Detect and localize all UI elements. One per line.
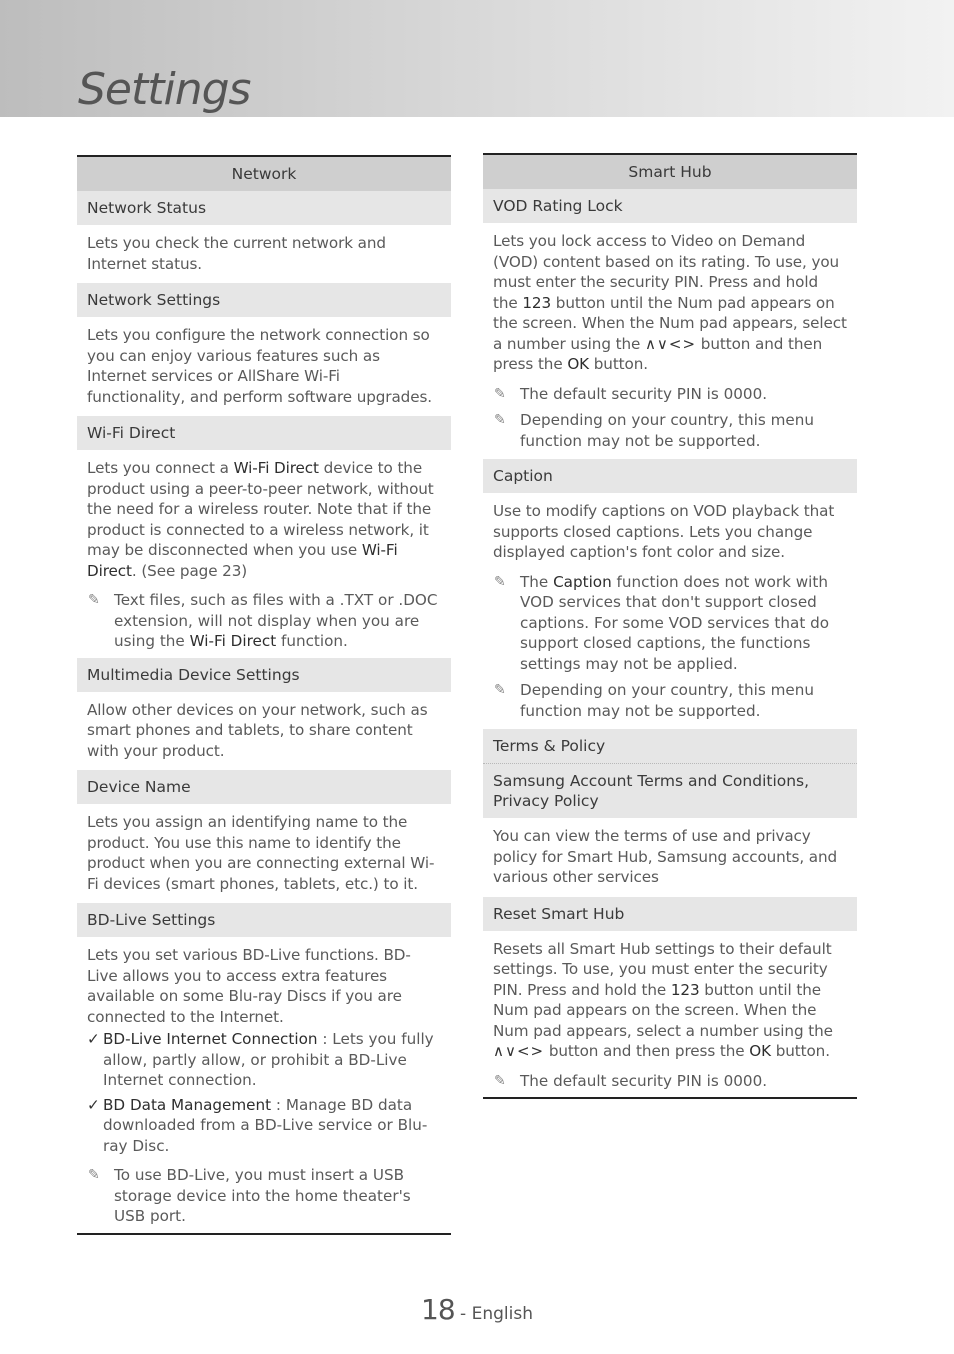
bd-live-title: BD-Live Settings [77, 903, 451, 937]
caption-title: Caption [483, 459, 857, 493]
network-table [77, 155, 451, 1235]
network-settings-text: Lets you configure the network connection so you can enjoy various features such as Internet services or AllShare Wi-Fi functionality, and perform software upgrades. [87, 326, 432, 406]
page-number: 18 [421, 1293, 455, 1326]
note-icon: ✎ [494, 573, 506, 590]
note-icon: ✎ [88, 592, 100, 608]
page-title: Settings [78, 64, 251, 115]
check-icon: ✓ [87, 1095, 100, 1114]
terms-title: Terms & Policy [483, 729, 857, 764]
note-icon: ✎ [494, 682, 506, 698]
network-status-text: Lets you check the current network and Internet status. [87, 234, 386, 273]
smart-hub-table [483, 153, 857, 1099]
arrow-keys-icon: ∧∨<> [644, 334, 697, 353]
note-icon: ✎ [494, 412, 506, 428]
reset-note: ✎ The default security PIN is 0000. [494, 1071, 768, 1090]
note-icon: ✎ [88, 1167, 100, 1183]
network-status-title: Network Status [77, 191, 451, 225]
page-footer [0, 1293, 954, 1326]
smart-hub-header: Smart Hub [483, 155, 857, 189]
vod-rating-note-country: ✎ Depending on your country, this menu function may not be supported. [494, 411, 814, 450]
multimedia-device-title: Multimedia Device Settings [77, 658, 451, 692]
network-header: Network [77, 157, 451, 191]
network-settings-title: Network Settings [77, 283, 451, 317]
vod-rating-title: VOD Rating Lock [483, 189, 857, 223]
terms-subtitle: Samsung Account Terms and Conditions, Privacy Policy [483, 764, 857, 818]
wifi-direct-text: Lets you connect a Wi-Fi Direct device to the product using a peer-to-peer network, without the need for a wireless router. Note that if the product is connected to a wireless network, it may be disconnected when you use Wi-Fi Direct. (See page 23) [87, 459, 434, 580]
wifi-direct-title: Wi-Fi Direct [77, 416, 451, 450]
caption-note-vod: ✎ The Caption function does not work with VOD services that don't support closed captions. For some VOD services that do support closed captions, the functions settings may not be applied. [494, 572, 830, 673]
bd-live-note: ✎ To use BD-Live, you must insert a USB storage device into the home theater's USB port. [88, 1166, 411, 1225]
caption-note-country: ✎ Depending on your country, this menu function may not be supported. [494, 681, 814, 720]
page-language: - English [454, 1304, 533, 1324]
multimedia-device-text: Allow other devices on your network, such as smart phones and tablets, to share content with your product. [87, 700, 428, 760]
terms-text: You can view the terms of use and privacy policy for Smart Hub, Samsung accounts, and various other services [493, 827, 838, 886]
note-icon: ✎ [494, 385, 506, 402]
reset-title: Reset Smart Hub [483, 897, 857, 931]
reset-text: Resets all Smart Hub settings to their default settings. To use, you must enter the security PIN. Press and hold the 123 button until the Num pad appears on the screen. When the Num pad appears, select a number using the ∧∨<> button and then press the OK button. [493, 939, 833, 1060]
wifi-direct-note: ✎ Text files, such as files with a .TXT or .DOC extension, will not display when you are using the Wi-Fi Direct function. [88, 591, 438, 650]
device-name-title: Device Name [77, 770, 451, 804]
vod-rating-note-pin: ✎ The default security PIN is 0000. [494, 384, 768, 403]
check-icon: ✓ [87, 1030, 100, 1048]
bd-live-text: Lets you set various BD-Live functions. BD-Live allows you to access extra features available on some Blu-ray Discs if you are connected to the Internet. [87, 946, 411, 1026]
bd-data-management-item: ✓ BD Data Management : Manage BD data downloaded from a BD-Live service or Blu-ray Disc. [87, 1095, 428, 1155]
device-name-text: Lets you assign an identifying name to the product. You use this name to identify the product when you are connecting external Wi-Fi devices (smart phones, tablets, etc.) to it. [87, 813, 435, 893]
note-icon: ✎ [494, 1072, 506, 1089]
bd-live-internet-item: ✓ BD-Live Internet Connection : Lets you fully allow, partly allow, or prohibit a BD-Live Internet connection. [87, 1030, 434, 1089]
arrow-keys-icon: ∧∨<> [493, 1042, 545, 1060]
caption-text: Use to modify captions on VOD playback that supports closed captions. Lets you change displayed caption's font color and size. [493, 502, 835, 561]
vod-rating-text: Lets you lock access to Video on Demand (VOD) content based on its rating. To use, you must enter the security PIN. Press and hold the 123 button until the Num pad appears on the screen. When the Num pad appears, select a number using the ∧∨<> button and then press the OK button. [493, 232, 847, 373]
